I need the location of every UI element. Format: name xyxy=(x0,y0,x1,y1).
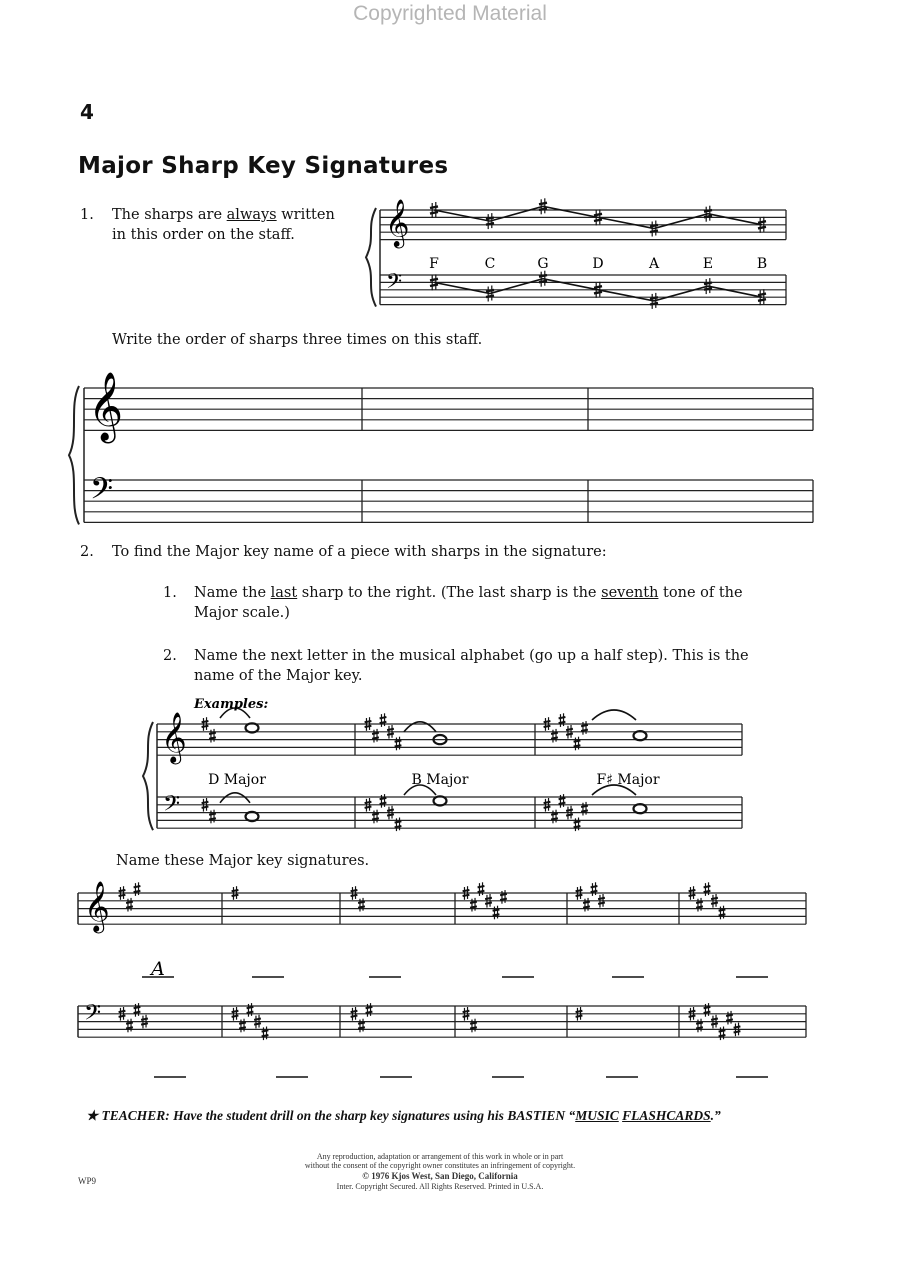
sharp-bar xyxy=(262,1035,269,1036)
sharp-bar xyxy=(134,886,141,887)
step-2-number: 2. xyxy=(163,648,177,664)
sharp-bar xyxy=(704,1007,711,1008)
bass-exercise-staff xyxy=(78,1000,806,1040)
sharp-bar xyxy=(470,902,477,903)
sharp-icon xyxy=(134,1003,141,1017)
write-instruction: Write the order of sharps three times on this staff. xyxy=(112,332,483,348)
name-instruction: Name these Major key signatures. xyxy=(116,853,370,869)
sharp-bar xyxy=(574,821,581,822)
sharp-bar xyxy=(758,299,766,301)
sharp-label-f: F xyxy=(429,256,439,272)
sharp-icon xyxy=(551,810,558,824)
sharp-bar xyxy=(358,902,365,903)
step-1-pre: Name the xyxy=(194,585,271,601)
page-number: 4 xyxy=(80,100,94,124)
sharp-bar xyxy=(372,733,379,734)
sharp-bar xyxy=(726,1015,733,1016)
section-1-text-post: written xyxy=(276,207,335,223)
sharp-bar xyxy=(583,906,590,907)
sharp-bar xyxy=(486,218,494,220)
sharp-icon xyxy=(559,794,566,808)
sharp-bar xyxy=(366,1012,373,1013)
sharp-bar xyxy=(500,894,507,895)
sharp-bar xyxy=(704,1012,711,1013)
sharp-bar xyxy=(551,737,558,738)
sharp-label-b: B xyxy=(756,256,768,272)
step-2-line1: Name the next letter in the musical alphabet (go up a half step). This is the xyxy=(194,648,749,664)
sharp-bar xyxy=(566,810,573,811)
sharp-bar xyxy=(696,1022,703,1023)
sharp-icon xyxy=(134,882,141,896)
sharp-bar xyxy=(539,275,547,277)
whole-note xyxy=(246,812,259,821)
sharp-label-g: G xyxy=(537,256,549,272)
sharp-bar xyxy=(539,208,547,210)
sharp-bar xyxy=(485,898,492,899)
teacher-music-word: MUSIC xyxy=(575,1108,619,1123)
sharp-bar xyxy=(711,1019,718,1020)
sharp-bar xyxy=(232,890,239,891)
sharp-bar xyxy=(141,1019,148,1020)
sharp-order-labels xyxy=(429,256,767,272)
sharp-bar xyxy=(395,740,402,741)
sharp-bar xyxy=(719,914,726,915)
sharp-bar xyxy=(430,212,438,214)
sharp-bar xyxy=(387,734,394,735)
step-2-text xyxy=(194,646,824,686)
example-b-major: B Major xyxy=(411,772,469,788)
sharp-icon xyxy=(719,906,726,920)
sharp-bar xyxy=(463,890,470,891)
sharp-bar xyxy=(566,729,573,730)
sharp-bar xyxy=(650,303,658,305)
sharp-bar xyxy=(380,717,387,718)
sharp-bar xyxy=(500,899,507,900)
sharp-bar xyxy=(134,1012,141,1013)
section-1-underlined-word: always xyxy=(226,207,277,223)
sharp-bar xyxy=(247,1012,254,1013)
page-title: Major Sharp Key Signatures xyxy=(78,153,449,179)
sharp-icon xyxy=(478,882,485,896)
sharp-bar xyxy=(470,1027,477,1028)
sharp-bar xyxy=(380,803,387,804)
sharp-bar xyxy=(650,231,658,233)
sharp-bar xyxy=(247,1007,254,1008)
sharp-bar xyxy=(351,890,358,891)
sharp-bar xyxy=(544,726,551,727)
sharp-bar xyxy=(704,891,711,892)
sharp-bar xyxy=(591,886,598,887)
example-f-sharp-major: F♯ Major xyxy=(596,772,660,788)
sharp-order-grand-staff xyxy=(366,198,786,309)
sharp-icon xyxy=(726,1011,733,1025)
sharp-bar xyxy=(209,818,216,819)
sharp-bar xyxy=(594,292,602,294)
sharp-bar xyxy=(689,890,696,891)
sharp-icon xyxy=(126,898,133,912)
brace-icon xyxy=(366,208,376,307)
brace-icon xyxy=(69,386,79,524)
footer-line-1: Any reproduction, adaptation or arrangement of this work in whole or in part xyxy=(316,1152,564,1161)
step-1-underlined-last: last xyxy=(270,585,298,601)
sharp-bar xyxy=(372,813,379,814)
whole-note xyxy=(246,723,259,732)
sharp-icon xyxy=(395,737,402,751)
tie-arc xyxy=(404,722,436,732)
sharp-bar xyxy=(202,807,209,808)
treble-clef-icon: 𝄞 xyxy=(84,881,110,933)
sharp-icon xyxy=(559,713,566,727)
sharp-bar xyxy=(539,281,547,283)
sharp-bar xyxy=(239,1027,246,1028)
bass-clef-icon: 𝄢 xyxy=(84,999,102,1031)
teacher-quote-close: .” xyxy=(710,1108,721,1123)
sharp-bar xyxy=(689,895,696,896)
step-1-text xyxy=(194,583,824,623)
sharp-bar xyxy=(734,1026,741,1027)
sharp-label-c: C xyxy=(484,256,496,272)
sample-answer: A xyxy=(151,958,165,980)
sharp-icon xyxy=(581,802,588,816)
sharp-bar xyxy=(574,826,581,827)
section-1-text-pre: The sharps are xyxy=(112,207,227,223)
sharp-bar xyxy=(493,909,500,910)
sharp-bar xyxy=(650,225,658,227)
step-1-number: 1. xyxy=(163,585,177,601)
sharp-bar xyxy=(544,802,551,803)
sharp-icon xyxy=(704,1003,711,1017)
step-1-post: tone of the xyxy=(658,585,743,601)
step-1-line2: Major scale.) xyxy=(194,605,290,621)
sharp-icon xyxy=(126,1019,133,1033)
sharp-bar xyxy=(478,886,485,887)
sharp-bar xyxy=(594,286,602,288)
sharp-bar xyxy=(566,814,573,815)
treble-clef-icon: 𝄞 xyxy=(88,371,124,441)
teacher-quote-open: “ xyxy=(568,1108,576,1123)
sharp-bar xyxy=(126,902,133,903)
step-2-line2: name of the Major key. xyxy=(194,668,363,684)
sharp-bar xyxy=(119,890,126,891)
star-icon: ★ xyxy=(86,1108,99,1123)
sharp-bar xyxy=(126,1027,133,1028)
sharp-bar xyxy=(758,294,766,296)
sharp-icon xyxy=(366,1003,373,1017)
sharp-bar xyxy=(574,740,581,741)
sharp-bar xyxy=(126,906,133,907)
copyright-watermark: Copyrighted Material xyxy=(353,2,547,25)
sharp-bar xyxy=(551,813,558,814)
sharp-bar xyxy=(430,206,438,208)
sharp-bar xyxy=(539,203,547,205)
sharp-bar xyxy=(704,210,712,212)
sharp-bar xyxy=(559,722,566,723)
sharp-bar xyxy=(726,1019,733,1020)
sharp-bar xyxy=(119,1011,126,1012)
sharp-bar xyxy=(493,914,500,915)
sharp-bar xyxy=(696,906,703,907)
sharp-bar xyxy=(559,798,566,799)
sharp-bar xyxy=(734,1031,741,1032)
sharp-bar xyxy=(470,906,477,907)
sharp-bar xyxy=(711,903,718,904)
sharp-bar xyxy=(598,903,605,904)
sharp-bar xyxy=(581,730,588,731)
sharp-bar xyxy=(594,214,602,216)
sharp-icon xyxy=(719,1027,726,1041)
sharp-bar xyxy=(380,722,387,723)
footer-line-2: without the consent of the copyright owner constitutes an infringement of copyright. xyxy=(304,1161,576,1170)
sharp-icon xyxy=(583,898,590,912)
sharp-icon xyxy=(372,729,379,743)
sharp-icon xyxy=(380,713,387,727)
sharp-bar xyxy=(262,1030,269,1031)
sharp-bar xyxy=(254,1019,261,1020)
sharp-bar xyxy=(581,810,588,811)
sharp-icon xyxy=(581,721,588,735)
sharp-bar xyxy=(358,1022,365,1023)
sharp-bar xyxy=(486,296,494,298)
sharp-bar xyxy=(463,895,470,896)
sharp-bar xyxy=(566,734,573,735)
sharp-icon xyxy=(262,1027,269,1041)
sharp-bar xyxy=(141,1023,148,1024)
examples-label: Examples: xyxy=(194,697,269,712)
sharp-bar xyxy=(430,279,438,281)
sharp-bar xyxy=(591,891,598,892)
sharp-bar xyxy=(704,283,712,285)
sharp-bar xyxy=(366,1007,373,1008)
sharp-bar xyxy=(574,745,581,746)
bass-clef-icon: 𝄢 xyxy=(163,790,181,822)
sharp-bar xyxy=(365,807,372,808)
sharp-bar xyxy=(395,826,402,827)
sharp-bar xyxy=(758,227,766,229)
sharp-icon xyxy=(591,882,598,896)
sharp-bar xyxy=(358,906,365,907)
sharp-bar xyxy=(478,891,485,892)
sharp-bar xyxy=(351,1011,358,1012)
teacher-flashcards-word: FLASHCARDS xyxy=(622,1108,711,1123)
sharp-icon xyxy=(500,890,507,904)
sharp-bar xyxy=(650,297,658,299)
sharp-bar xyxy=(380,798,387,799)
sharp-bar xyxy=(576,1016,583,1017)
sharp-bar xyxy=(704,288,712,290)
sharp-icon xyxy=(380,794,387,808)
sharp-bar xyxy=(202,802,209,803)
sharp-bar xyxy=(239,1022,246,1023)
sharp-bar xyxy=(559,717,566,718)
sharp-bar xyxy=(576,890,583,891)
sharp-bar xyxy=(232,1011,239,1012)
teacher-note xyxy=(86,1108,721,1124)
sharp-bar xyxy=(365,726,372,727)
sharp-bar xyxy=(719,1030,726,1031)
sharp-bar xyxy=(209,733,216,734)
sharp-icon xyxy=(574,737,581,751)
sharp-bar xyxy=(463,1016,470,1017)
sharp-bar xyxy=(134,891,141,892)
sharp-bar xyxy=(544,721,551,722)
sharp-icon xyxy=(470,1019,477,1033)
sharp-bar xyxy=(583,902,590,903)
sharp-bar xyxy=(711,1023,718,1024)
sharp-bar xyxy=(544,807,551,808)
brace-icon xyxy=(143,722,153,830)
sharp-bar xyxy=(758,221,766,223)
sharp-bar xyxy=(598,898,605,899)
sharp-label-e: E xyxy=(702,256,714,272)
sharp-bar xyxy=(704,216,712,218)
sharp-bar xyxy=(559,803,566,804)
sharp-bar xyxy=(232,1016,239,1017)
sharp-bar xyxy=(202,721,209,722)
tie-arc xyxy=(220,793,250,803)
sharp-bar xyxy=(119,895,126,896)
sharp-bar xyxy=(430,284,438,286)
sharp-bar xyxy=(126,1022,133,1023)
footer-line-3: © 1976 Kjos West, San Diego, California xyxy=(362,1171,518,1181)
sharp-bar xyxy=(470,1022,477,1023)
step-1-mid: sharp to the right. (The last sharp is the xyxy=(297,585,602,601)
bass-clef-icon: 𝄢 xyxy=(386,269,403,299)
whole-note xyxy=(634,731,647,740)
sharp-icon xyxy=(395,818,402,832)
sharp-bar xyxy=(395,821,402,822)
sharp-bar xyxy=(387,810,394,811)
bass-clef-icon: 𝄢 xyxy=(90,472,114,514)
practice-grand-staff[interactable] xyxy=(69,371,813,524)
sharp-bar xyxy=(696,1027,703,1028)
sharp-bar xyxy=(704,886,711,887)
sharp-bar xyxy=(372,818,379,819)
sharp-bar xyxy=(719,909,726,910)
sharp-bar xyxy=(576,1011,583,1012)
section-1-text-line2: in this order on the staff. xyxy=(112,227,295,243)
sharp-bar xyxy=(209,737,216,738)
treble-exercise-staff xyxy=(78,881,806,934)
whole-note xyxy=(634,804,647,813)
sharp-bar xyxy=(254,1023,261,1024)
sharp-bar xyxy=(119,1016,126,1017)
treble-clef-icon: 𝄞 xyxy=(385,198,410,247)
tie-arc xyxy=(592,710,636,720)
sharp-icon xyxy=(209,810,216,824)
section-1-number: 1. xyxy=(80,207,94,223)
sharp-icon xyxy=(239,1019,246,1033)
sharp-bar xyxy=(689,1016,696,1017)
sharp-bar xyxy=(689,1011,696,1012)
sharp-icon xyxy=(209,729,216,743)
sharp-bar xyxy=(365,721,372,722)
sharp-bar xyxy=(365,802,372,803)
sharp-bar xyxy=(372,737,379,738)
example-d-major: D Major xyxy=(208,772,266,788)
sharp-bar xyxy=(232,895,239,896)
sharp-icon xyxy=(704,882,711,896)
sharp-bar xyxy=(209,813,216,814)
sharp-bar xyxy=(358,1027,365,1028)
sharp-bar xyxy=(202,726,209,727)
sharp-bar xyxy=(351,1016,358,1017)
teacher-label: TEACHER: xyxy=(101,1108,170,1123)
sharp-bar xyxy=(576,895,583,896)
step-1-underlined-seventh: seventh xyxy=(601,585,659,601)
sharp-bar xyxy=(711,898,718,899)
sharp-bar xyxy=(395,745,402,746)
sharp-label-d: D xyxy=(592,256,604,272)
sharp-bar xyxy=(486,290,494,292)
whole-note xyxy=(434,796,447,805)
sharp-icon xyxy=(358,1019,365,1033)
sharp-bar xyxy=(551,733,558,734)
sharp-bar xyxy=(551,818,558,819)
sharp-bar xyxy=(485,903,492,904)
sharp-icon xyxy=(696,1019,703,1033)
sharp-bar xyxy=(387,729,394,730)
sharp-bar xyxy=(594,219,602,221)
sharp-bar xyxy=(486,223,494,225)
sharp-icon xyxy=(696,898,703,912)
sharp-label-a: A xyxy=(648,256,660,272)
sharp-icon xyxy=(574,818,581,832)
sharp-bar xyxy=(719,1035,726,1036)
examples-grand-staff xyxy=(143,708,742,831)
teacher-text: Have the student drill on the sharp key signatures using his BASTIEN xyxy=(169,1108,569,1123)
sharp-bar xyxy=(351,895,358,896)
sharp-icon xyxy=(247,1003,254,1017)
sharp-bar xyxy=(463,1011,470,1012)
sharp-icon xyxy=(470,898,477,912)
sharp-bar xyxy=(581,725,588,726)
footer-line-4: Inter. Copyright Secured. All Rights Reserved. Printed in U.S.A. xyxy=(336,1182,544,1191)
sharp-icon xyxy=(493,906,500,920)
sharp-icon xyxy=(358,898,365,912)
section-2-number: 2. xyxy=(80,544,94,560)
treble-clef-icon: 𝄞 xyxy=(161,712,187,764)
sharp-bar xyxy=(387,814,394,815)
sharp-icon xyxy=(551,729,558,743)
sharp-bar xyxy=(581,806,588,807)
section-2-intro: To find the Major key name of a piece with sharps in the signature: xyxy=(112,544,607,560)
sharp-icon xyxy=(372,810,379,824)
page-code: WP9 xyxy=(78,1176,96,1186)
sharp-bar xyxy=(696,902,703,903)
sharp-bar xyxy=(134,1007,141,1008)
